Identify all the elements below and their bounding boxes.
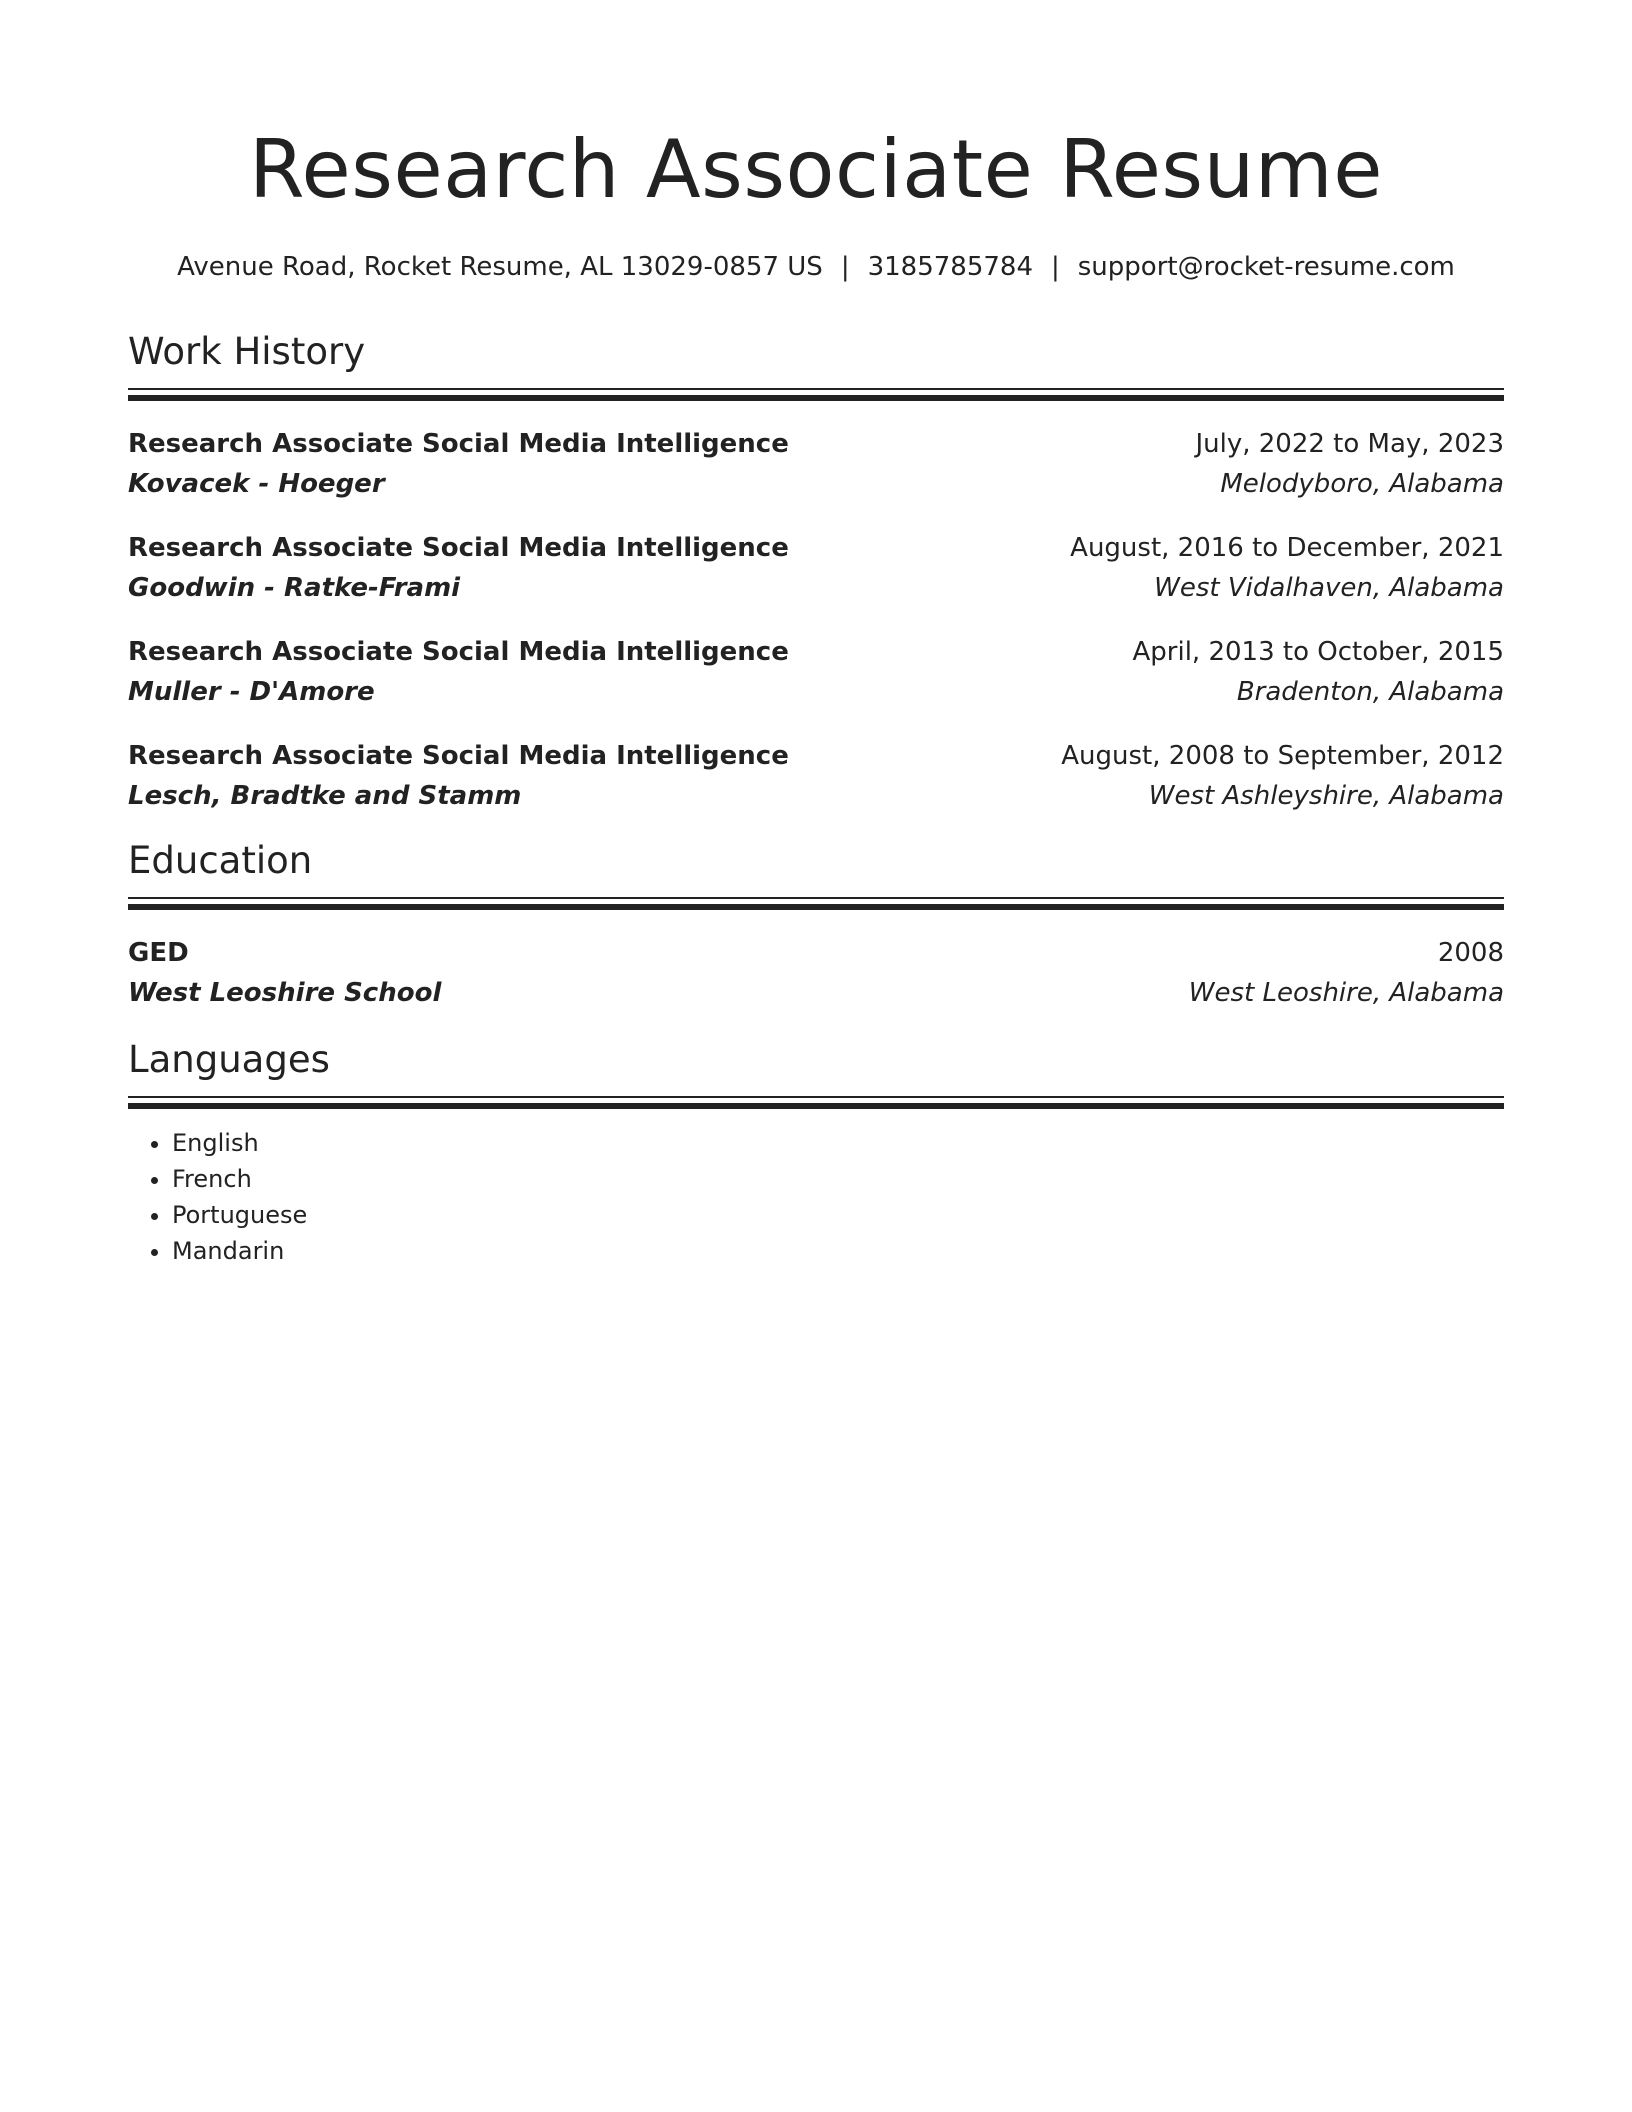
company-name: Goodwin - Ratke-Frami (128, 573, 461, 603)
contact-line (128, 250, 1504, 284)
section-rule-thick (128, 1103, 1504, 1109)
job-title: Research Associate Social Media Intelligence (128, 637, 789, 667)
company-name: Lesch, Bradtke and Stamm (128, 781, 522, 811)
work-entry (128, 739, 1504, 813)
job-title: Research Associate Social Media Intelligence (128, 429, 789, 459)
education-entry (128, 936, 1504, 1010)
language-item: • Portuguese (172, 1197, 1504, 1233)
section-heading-work-history: Work History (128, 330, 366, 373)
job-location: Melodyboro, Alabama (1220, 469, 1504, 499)
section-heading-education: Education (128, 839, 313, 882)
contact-address: Avenue Road, Rocket Resume, AL 13029-0857 US (177, 252, 823, 282)
contact-email: support@rocket-resume.com (1077, 252, 1455, 282)
section-rule-thick (128, 904, 1504, 910)
school-location: West Leoshire, Alabama (1188, 978, 1504, 1008)
degree: GED (128, 938, 189, 968)
job-dates: August, 2008 to September, 2012 (1061, 741, 1504, 771)
job-dates: July, 2022 to May, 2023 (1195, 429, 1504, 459)
language-item: • Mandarin (172, 1233, 1504, 1269)
job-dates: April, 2013 to October, 2015 (1132, 637, 1504, 667)
language-item: • English (172, 1125, 1504, 1161)
languages-section (128, 1036, 1504, 1269)
graduation-year: 2008 (1437, 938, 1504, 968)
job-title: Research Associate Social Media Intelligence (128, 533, 789, 563)
work-entry (128, 427, 1504, 501)
job-location: West Ashleyshire, Alabama (1148, 781, 1504, 811)
education-section (128, 837, 1504, 1010)
work-history-section (128, 328, 1504, 813)
section-heading-languages: Languages (128, 1038, 330, 1081)
job-title: Research Associate Social Media Intelligence (128, 741, 789, 771)
company-name: Muller - D'Amore (128, 677, 375, 707)
section-rule-thin (128, 388, 1504, 390)
resume-title: Research Associate Resume (249, 123, 1383, 216)
job-location: Bradenton, Alabama (1236, 677, 1504, 707)
job-location: West Vidalhaven, Alabama (1154, 573, 1504, 603)
section-rule-thin (128, 1096, 1504, 1098)
school-name: West Leoshire School (128, 978, 442, 1008)
job-dates: August, 2016 to December, 2021 (1070, 533, 1504, 563)
work-entry (128, 531, 1504, 605)
work-entry (128, 635, 1504, 709)
languages-list (128, 1125, 1504, 1269)
company-name: Kovacek - Hoeger (128, 469, 385, 499)
contact-separator: | (1051, 252, 1060, 282)
contact-phone: 3185785784 (867, 252, 1033, 282)
section-rule-thin (128, 897, 1504, 899)
contact-separator: | (840, 252, 850, 282)
language-item: • French (172, 1161, 1504, 1197)
section-rule-thick (128, 395, 1504, 401)
